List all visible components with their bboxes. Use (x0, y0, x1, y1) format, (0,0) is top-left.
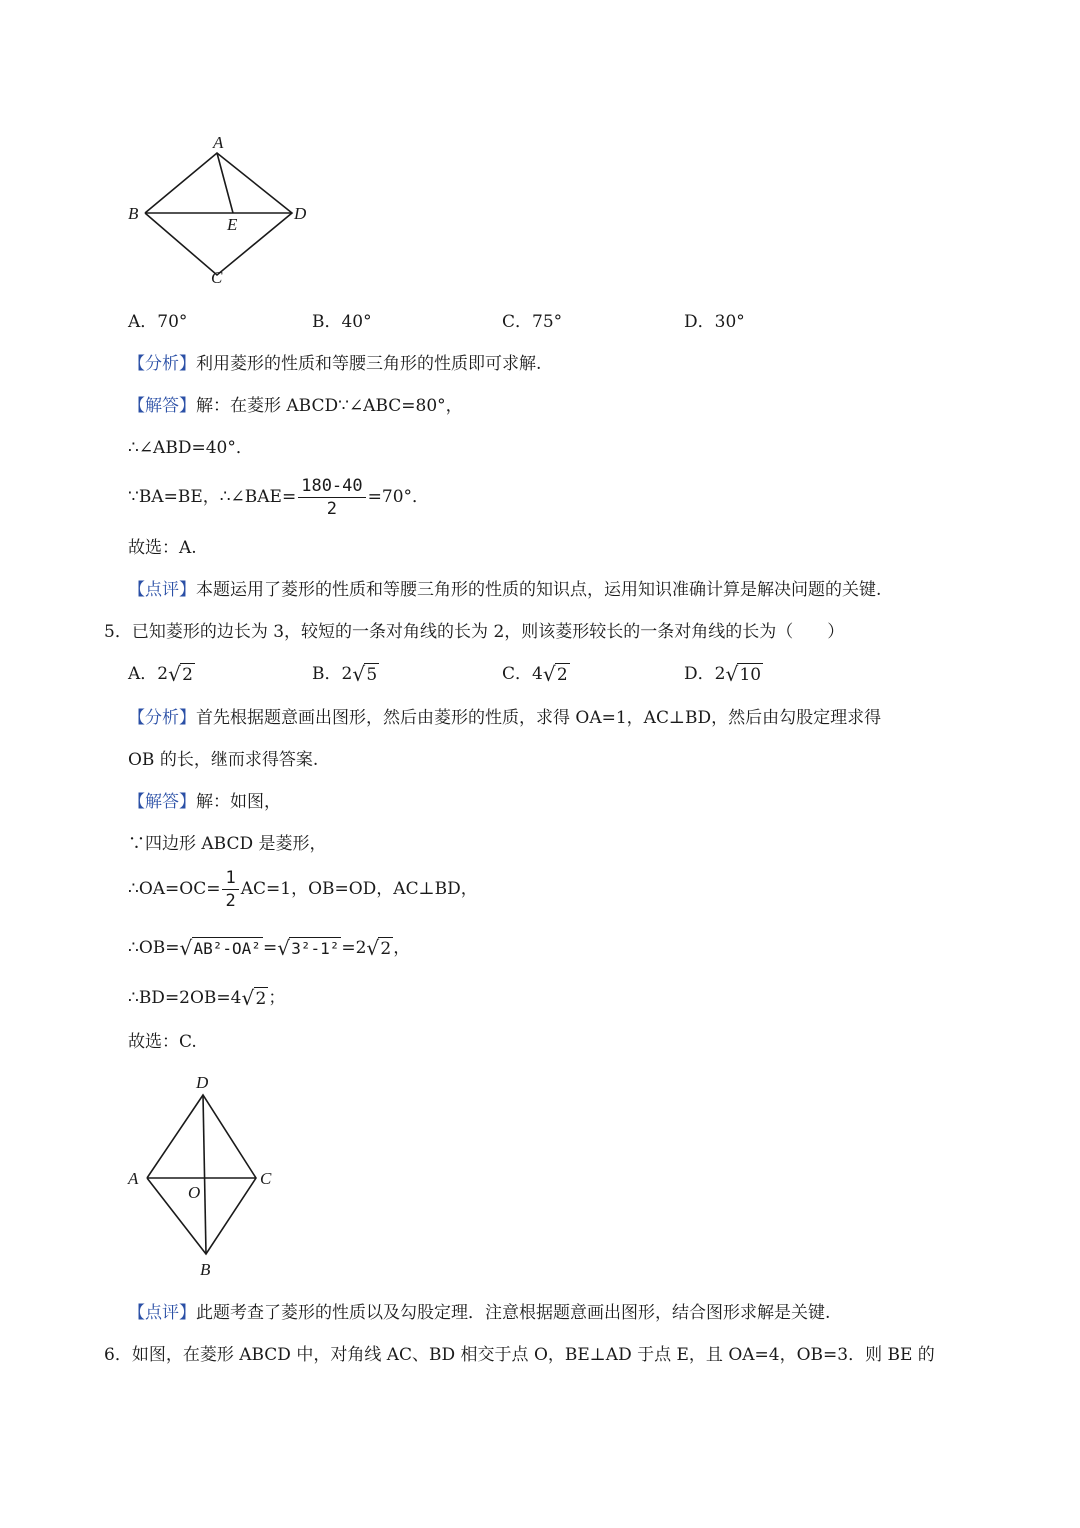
q5-option-c (502, 662, 570, 687)
label-d: D (196, 1073, 209, 1092)
q4-choice: 故选：A. (128, 538, 197, 558)
q5-option-d-pre: D．2 (684, 664, 726, 684)
analysis-tag: 【分析】 (128, 354, 196, 374)
q5-sol3-post: AC=1，OB=OD，AC⊥BD， (240, 879, 478, 899)
rhombus-figure-1 (120, 130, 320, 295)
q4-option-b: B．40° (312, 312, 372, 332)
fraction-numerator: 180-40 (298, 475, 365, 498)
q5-sol3-pre: ∴OA=OC= (128, 879, 221, 899)
sqrt-radicand: 2 (255, 988, 267, 1009)
fraction (222, 867, 238, 912)
q5-sol4-end: ， (393, 938, 411, 958)
sqrt-radicand: 2 (380, 938, 392, 959)
label-b: B (200, 1260, 211, 1279)
q5-option-a-pre: A．2 (128, 664, 169, 684)
label-e: E (227, 215, 238, 234)
q5-question: 5．已知菱形的边长为 3，较短的一条对角线的长为 2，则该菱形较长的一条对角线的长为（ ） (104, 622, 845, 642)
q5-analysis-line-1 (128, 706, 881, 730)
q5-sol5-pre: ∴BD=2OB=4 (128, 988, 242, 1008)
sqrt-radicand: 2 (182, 664, 193, 685)
q5-solution-line-1 (128, 790, 281, 814)
q5-solution-line-4 (128, 936, 410, 961)
diagonal-bd (203, 1095, 206, 1254)
sqrt: √ 10 (725, 661, 762, 686)
label-c: C (260, 1169, 272, 1188)
label-d: D (294, 204, 307, 223)
q4-sol3-pre: ∵BA=BE，∴∠BAE= (128, 487, 297, 507)
q5-sol5-end: ； (268, 988, 286, 1008)
rhombus-figure-2 (120, 1068, 280, 1283)
fraction-denominator: 2 (326, 499, 338, 519)
q5-option-a (128, 662, 195, 687)
sqrt: √ 2 (168, 661, 193, 686)
q5-sol4-pre: ∴OB= (128, 938, 180, 958)
rhombus-2-outline (147, 1095, 256, 1254)
sqrt: √ AB²-OA² (179, 935, 261, 960)
q4-comment-text: 本题运用了菱形的性质和等腰三角形的性质的知识点，运用知识准确计算是解决问题的关键. (196, 580, 882, 600)
comment-tag: 【点评】 (128, 1303, 196, 1323)
sqrt: √ 3²-1² (277, 935, 340, 960)
sqrt: √ 2 (542, 661, 568, 686)
q5-analysis-text-1: 首先根据题意画出图形，然后由菱形的性质，求得 OA=1，AC⊥BD，然后由勾股定理求得 (196, 708, 882, 728)
q5-option-c-pre: C．4 (502, 664, 543, 684)
solution-tag: 【解答】 (128, 396, 196, 416)
label-b: B (128, 204, 139, 223)
q5-analysis-line-2: OB 的长，继而求得答案. (128, 750, 319, 770)
sqrt: √ 2 (241, 985, 267, 1010)
q5-choice: 故选：C. (128, 1032, 197, 1052)
solution-tag: 【解答】 (128, 792, 196, 812)
label-o: O (188, 1183, 201, 1202)
q5-option-b-pre: B．2 (312, 664, 353, 684)
q4-solution-line-3 (128, 474, 429, 520)
q5-solution-text-1: 解：如图， (196, 792, 281, 812)
q4-comment (128, 578, 881, 602)
analysis-tag: 【分析】 (128, 708, 196, 728)
sqrt-radicand: 5 (366, 664, 378, 685)
q4-option-a: A．70° (128, 312, 188, 332)
q5-solution-line-2: ∵四边形 ABCD 是菱形， (128, 834, 327, 854)
comment-tag: 【点评】 (128, 580, 196, 600)
q4-solution-line-1 (128, 394, 463, 418)
q4-solution-line-2: ∴∠ABD=40°． (128, 438, 253, 458)
q4-option-d: D．30° (684, 312, 745, 332)
q4-analysis (128, 352, 541, 376)
sqrt-radicand: 10 (739, 664, 762, 685)
q5-comment-text: 此题考查了菱形的性质以及勾股定理．注意根据题意画出图形，结合图形求解是关键. (196, 1303, 831, 1323)
q5-comment (128, 1301, 830, 1325)
label-c: C (211, 268, 223, 287)
fraction-denominator: 2 (225, 891, 236, 911)
label-a: A (128, 1169, 139, 1188)
q5-option-b (312, 662, 379, 687)
fraction (298, 475, 365, 520)
label-a: A (213, 133, 224, 152)
sqrt-radicand: 3²-1² (291, 938, 340, 958)
sqrt-radicand: 2 (556, 664, 568, 685)
q6-question: 6．如图，在菱形 ABCD 中，对角线 AC、BD 相交于点 O，BE⊥AD 于点 E，且 OA=4，OB=3．则 BE 的 (104, 1345, 935, 1365)
q4-analysis-text: 利用菱形的性质和等腰三角形的性质即可求解. (196, 354, 542, 374)
q5-solution-line-5 (128, 986, 285, 1011)
segment-ae (217, 153, 233, 213)
sqrt-radicand: AB²-OA² (193, 938, 261, 958)
q5-sol4-mid: = (262, 938, 278, 958)
q5-option-d (684, 662, 763, 687)
fraction-numerator: 1 (222, 867, 238, 890)
sqrt: √ 5 (352, 661, 378, 686)
q4-option-c: C．75° (502, 312, 563, 332)
rhombus-1-outline (145, 153, 292, 275)
sqrt: √ 2 (366, 935, 392, 960)
q5-solution-line-3 (128, 866, 478, 912)
q5-sol4-post-pre: =2 (341, 938, 367, 958)
q4-solution-text-1: 解：在菱形 ABCD∵∠ABC=80°， (196, 396, 463, 416)
q4-sol3-post: =70°． (367, 487, 430, 507)
